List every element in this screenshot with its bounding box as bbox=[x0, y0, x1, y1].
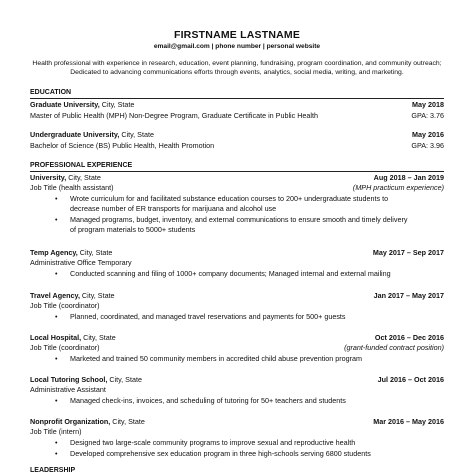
next-section-heading-cut bbox=[30, 467, 76, 474]
experience-entry-title bbox=[30, 259, 444, 269]
org-location: City, State bbox=[107, 375, 142, 384]
bullet-text: Managed check-ins, invoices, and scheduling of tutoring for 50+ teachers and students bbox=[70, 396, 346, 405]
bullet-item bbox=[55, 215, 442, 225]
org-location: City, State bbox=[79, 291, 115, 300]
org-name: Local Hospital, bbox=[30, 333, 82, 342]
education-entry-header bbox=[30, 101, 444, 111]
bullet-continuation bbox=[70, 205, 442, 214]
education-entry-degree bbox=[30, 142, 444, 152]
bullet-item bbox=[55, 438, 442, 448]
bullet-icon: • bbox=[55, 269, 58, 278]
experience-date: Mar 2016 – May 2016 bbox=[373, 417, 444, 426]
experience-entry-title bbox=[30, 184, 444, 194]
education-date: May 2018 bbox=[412, 100, 444, 109]
org-name: Travel Agency, bbox=[30, 291, 80, 300]
org-name: Nonprofit Organization, bbox=[30, 417, 111, 426]
bullet-item bbox=[55, 269, 442, 279]
bullet-text: Marketed and trained 50 community members in accredited child abuse prevention program bbox=[70, 354, 363, 363]
next-section-heading: LEADERSHIP bbox=[30, 467, 76, 474]
experience-entry-title bbox=[30, 302, 444, 312]
education-entry-header bbox=[30, 131, 444, 141]
bullet-icon: • bbox=[55, 194, 58, 203]
gpa-text: GPA: 3.76 bbox=[411, 111, 444, 120]
gpa-text: GPA: 3.96 bbox=[411, 141, 444, 150]
job-title: Job Title (health assistant) bbox=[30, 183, 114, 192]
bullet-icon: • bbox=[55, 215, 58, 224]
bullet-icon: • bbox=[55, 438, 58, 447]
degree-text: Bachelor of Science (BS) Public Health, Health Promotion bbox=[30, 141, 215, 150]
bullet-text: Developed comprehensive sex education program in three high-schools serving 6800 students bbox=[70, 449, 371, 458]
org-location: City, State bbox=[66, 173, 101, 182]
contact-line: email@gmail.com | phone number | personal website bbox=[153, 43, 321, 50]
education-date: May 2016 bbox=[412, 130, 444, 139]
bullet-icon: • bbox=[55, 449, 58, 458]
job-note: (grant-funded contract position) bbox=[344, 343, 444, 352]
school-name: Graduate University, bbox=[30, 100, 100, 109]
job-title: Job Title (coordinator) bbox=[30, 343, 100, 352]
org-name: University, bbox=[30, 173, 67, 182]
org-location: City, State bbox=[77, 248, 113, 257]
org-name: Local Tutoring School, bbox=[30, 375, 108, 384]
experience-entry-title bbox=[30, 428, 444, 438]
job-title: Administrative Office Temporary bbox=[30, 258, 132, 267]
experience-entry-title bbox=[30, 344, 444, 354]
experience-date: Jan 2017 – May 2017 bbox=[373, 291, 444, 300]
school-name: Undergraduate University, bbox=[30, 130, 120, 139]
bullet-item bbox=[55, 396, 442, 406]
experience-entry-title bbox=[30, 386, 444, 396]
education-heading: EDUCATION bbox=[30, 89, 444, 99]
bullet-text: Managed programs, budget, inventory, and external communications to ensure smooth and timely delivery bbox=[70, 215, 408, 224]
job-note: (MPH practicum experience) bbox=[352, 183, 444, 192]
bullet-text: Wrote curriculum for and facilitated substance education courses to 200+ undergraduate students to bbox=[70, 194, 389, 203]
bullet-text: of program materials to 5000+ students bbox=[70, 225, 196, 234]
degree-text: Master of Public Health (MPH) Non-Degree Program, Graduate Certificate in Public Health bbox=[30, 111, 319, 120]
bullet-item bbox=[55, 449, 442, 459]
bullet-text: Conducted scanning and filing of 1000+ company documents; Managed internal and external mailing bbox=[70, 269, 391, 278]
experience-entry-header bbox=[30, 418, 444, 428]
job-title: Job Title (intern) bbox=[30, 427, 82, 436]
bullet-text: decrease number of ER transports for marijuana and alcohol use bbox=[70, 204, 277, 213]
bullet-item bbox=[55, 312, 442, 322]
job-title: Job Title (coordinator) bbox=[30, 301, 100, 310]
job-title: Administrative Assistant bbox=[30, 385, 106, 394]
bullet-icon: • bbox=[55, 312, 58, 321]
school-location: City, State bbox=[119, 130, 154, 139]
school-location: City, State bbox=[99, 100, 135, 109]
summary-text: Health professional with experience in research, education, event planning, fundraising, program coordination, and community outreach; Dedicated to advancing communications efforts through events, analytics, social media, writing, and marketing. bbox=[32, 60, 442, 76]
org-location: City, State bbox=[81, 333, 116, 342]
bullet-icon: • bbox=[55, 354, 58, 363]
bullet-text: Planned, coordinated, and managed travel reservations and payments for 500+ guests bbox=[70, 312, 346, 321]
experience-date: Aug 2018 – Jan 2019 bbox=[373, 173, 444, 182]
experience-date: Oct 2016 – Dec 2016 bbox=[374, 333, 444, 342]
education-entry-degree bbox=[30, 112, 444, 122]
bullet-item bbox=[55, 194, 442, 204]
bullet-text: Designed two large-scale community programs to improve sexual and reproductive health bbox=[70, 438, 356, 447]
bullet-item bbox=[55, 354, 442, 364]
org-location: City, State bbox=[110, 417, 145, 426]
bullet-continuation bbox=[70, 226, 442, 235]
bullet-icon: • bbox=[55, 396, 58, 405]
resume-name: FIRSTNAME LASTNAME bbox=[173, 29, 301, 41]
experience-heading: PROFESSIONAL EXPERIENCE bbox=[30, 162, 444, 172]
experience-date: May 2017 – Sep 2017 bbox=[372, 248, 444, 257]
experience-date: Jul 2016 – Oct 2016 bbox=[377, 375, 444, 384]
org-name: Temp Agency, bbox=[30, 248, 78, 257]
